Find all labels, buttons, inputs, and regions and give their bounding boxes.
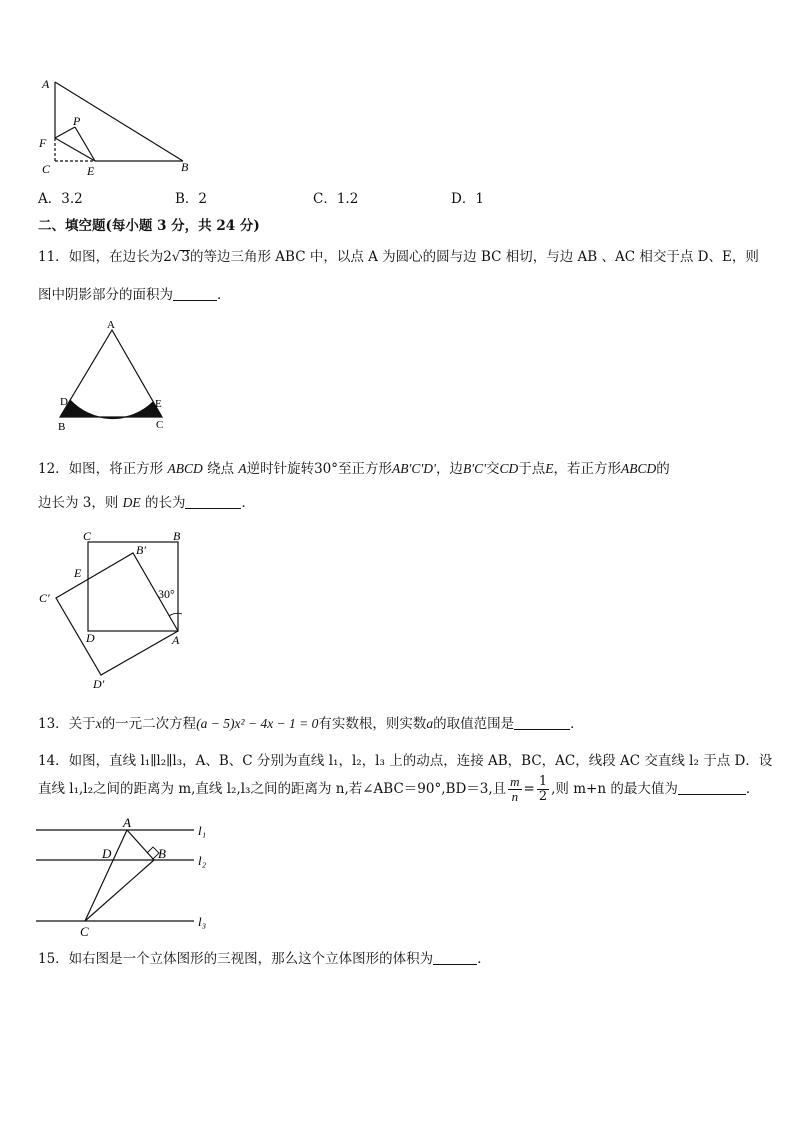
q14-text: ,则 m+n 的最大值为 (551, 781, 678, 797)
q13-text: 的一元二次方程 (101, 716, 197, 732)
q14-eq: = (523, 781, 535, 797)
label-B: B (58, 421, 66, 432)
q12-text: 边长为 3，则 (38, 495, 123, 511)
label-30deg: 30° (158, 587, 175, 601)
q11-line1 (38, 245, 759, 265)
q15-line (38, 947, 491, 967)
q11-prefix: 11．如图，在边长为 (38, 249, 164, 265)
q12-text: ，若正方形 (553, 461, 621, 477)
fraction-m-n (508, 775, 521, 804)
label-l3: l₃ (198, 914, 207, 929)
label-C: C (80, 924, 89, 939)
label-A: A (42, 77, 50, 91)
q12-var: ABCD (620, 461, 657, 476)
fraction-one-half (537, 775, 549, 804)
q12-text: 的长为 (140, 495, 186, 511)
q14-answer-blank[interactable] (678, 780, 746, 795)
figure-q10 (30, 70, 200, 180)
label-C-prime: C′ (39, 591, 50, 605)
label-E: E (155, 398, 162, 410)
label-D: D (102, 846, 112, 861)
q13-end: ． (570, 716, 584, 732)
figure-q12 (30, 526, 200, 696)
q12-text: 至正方形 (338, 461, 393, 477)
label-D: D (60, 396, 68, 408)
fraction-den: n (511, 789, 519, 804)
q12-var: AB'C'D' (392, 461, 436, 476)
label-A: A (107, 319, 115, 331)
q12-answer-blank[interactable] (185, 494, 241, 509)
q13-text: 13．关于 (38, 716, 96, 732)
q12-text: 绕点 (202, 461, 239, 477)
option-d: D．1 (451, 191, 484, 207)
q12-text: ，边 (435, 461, 463, 477)
label-D-prime: D′ (93, 677, 105, 691)
q12-var: CD (499, 461, 519, 476)
q12-angle: 30° (314, 461, 339, 477)
q13-var: x (95, 716, 102, 731)
label-l1: l₁ (198, 823, 207, 838)
q14-end: ． (745, 781, 760, 797)
label-B: B (173, 529, 181, 543)
q12-var: DE (122, 495, 141, 510)
label-l2: l₂ (198, 853, 207, 868)
label-C: C (83, 529, 92, 543)
q12-end: ． (241, 495, 255, 511)
q14-text: 直线 l₁,l₂之间的距离为 m,直线 l₂,l₃之间的距离为 n,若∠ABC＝90°,BD＝3,且 (38, 781, 507, 797)
option-c: C．1.2 (313, 191, 359, 207)
q12-text: 逆时针旋转 (246, 461, 315, 477)
label-D: D (86, 631, 95, 645)
fraction-den: 2 (538, 789, 548, 804)
q15-answer-blank[interactable] (433, 950, 477, 965)
q13-text: 的取值范围是 (433, 716, 515, 732)
q13-text: 有实数根，则实数 (318, 716, 427, 732)
q12-text: 于点 (518, 461, 546, 477)
q13-var: a (426, 716, 434, 731)
section-title: 二、填空题(每小题 3 分，共 24 分) (38, 218, 260, 234)
q14-line2 (38, 775, 759, 804)
label-F: F (39, 136, 47, 150)
q12-text: 交 (485, 461, 500, 477)
label-B: B (158, 846, 166, 861)
label-A: A (172, 633, 180, 647)
q11-radicand: 3 (181, 249, 190, 265)
q11-line2-text: 图中阴影部分的面积为 (38, 287, 173, 303)
label-B-prime: B′ (136, 543, 146, 557)
q14-line1: 14．如图，直线 l₁∥l₂∥l₃，A、B、C 分别为直线 l₁，l₂，l₃ 上的动点，连接 AB，BC，AC，线段 AC 交直线 l₂ 于点 D．设 (38, 753, 773, 769)
label-A: A (123, 815, 131, 830)
sqrt-symbol: √ (171, 249, 181, 265)
q11-end: ． (217, 287, 231, 303)
figure-q14 (30, 812, 220, 940)
label-E: E (87, 164, 95, 178)
label-E: E (74, 566, 82, 580)
q12-text: 的 (656, 461, 670, 477)
q11-line2 (38, 283, 231, 303)
q12-var: B'C' (462, 461, 486, 476)
label-B: B (181, 160, 189, 174)
q12-line2 (38, 491, 255, 511)
label-C: C (42, 162, 51, 176)
q11-coef: 2 (163, 249, 172, 265)
q12-var: E (545, 461, 554, 476)
q13-answer-blank[interactable] (514, 715, 570, 730)
figure-q11 (52, 316, 177, 432)
q11-answer-blank[interactable] (173, 286, 217, 301)
fraction-num: m (510, 774, 520, 789)
option-b: B．2 (175, 191, 208, 207)
fraction-num: 1 (538, 774, 548, 789)
option-a: A．3.2 (38, 191, 83, 207)
q13-line (38, 712, 584, 732)
label-C: C (156, 419, 164, 431)
q12-var: A (238, 461, 247, 476)
q15-end: ． (477, 951, 491, 967)
q13-equation: (a − 5)x² − 4x − 1 = 0 (196, 716, 319, 731)
q15-text: 15．如右图是一个立体图形的三视图，那么这个立体图形的体积为 (38, 951, 434, 967)
label-P: P (73, 114, 81, 128)
q12-text: 12．如图，将正方形 (38, 461, 168, 477)
q12-line1 (38, 457, 670, 477)
q12-var: ABCD (167, 461, 203, 476)
q11-rest: 的等边三角形 ABC 中，以点 A 为圆心的圆与边 BC 相切，与边 AB 、AC 相交于点 D、E，则 (189, 249, 759, 265)
